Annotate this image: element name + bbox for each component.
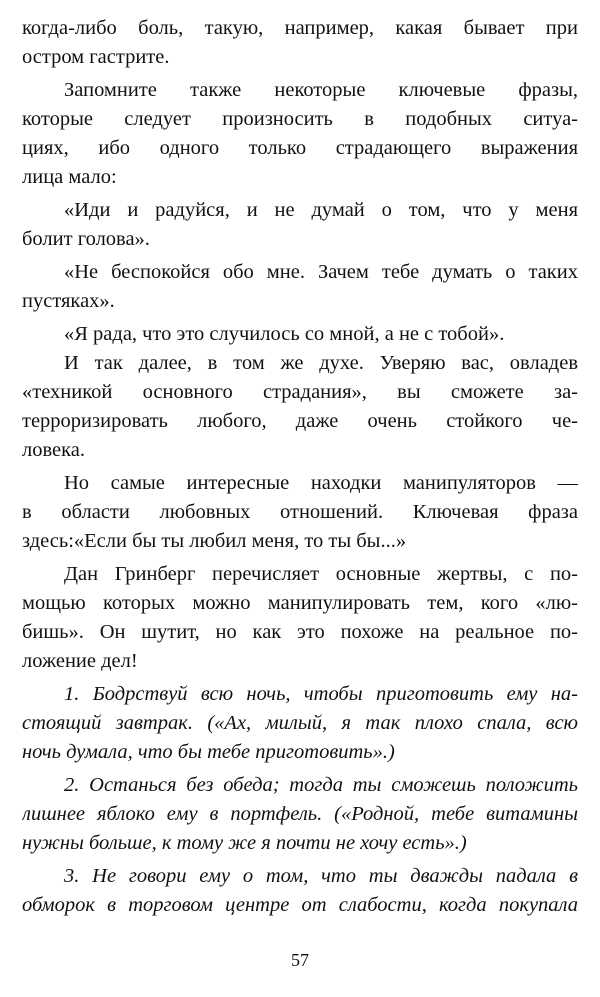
page-body bbox=[22, 14, 578, 920]
text-line: терроризировать любого, даже очень стойкого че- bbox=[22, 410, 578, 432]
text-line: которые следует произносить в подобных ситуа- bbox=[22, 108, 578, 130]
text-line: когда-либо боль, такую, например, какая бывает при bbox=[22, 17, 578, 39]
list-item-line: 3. Не говори ему о том, что ты дважды падала в bbox=[64, 865, 578, 887]
text-line: циях, ибо одного только страдающего выражения bbox=[22, 137, 578, 159]
text-line: Запомните также некоторые ключевые фразы, bbox=[64, 79, 578, 101]
text-line: лица мало: bbox=[22, 166, 117, 188]
list-item-line: ночь думала, что бы тебе приготовить».) bbox=[22, 741, 395, 763]
text-line: «Я рада, что это случилось со мной, а не с тобой». bbox=[64, 323, 505, 345]
text-line: И так далее, в том же духе. Уверяю вас, овладев bbox=[64, 352, 578, 374]
text-line: «Иди и радуйся, и не думай о том, что у меня bbox=[64, 199, 578, 221]
text-line: бишь». Он шутит, но как это похоже на реальное по- bbox=[22, 621, 578, 643]
text-line: «Не беспокойся обо мне. Зачем тебе думать о таких bbox=[64, 261, 578, 283]
text-line: Дан Гринберг перечисляет основные жертвы, с по- bbox=[64, 563, 578, 585]
list-item-line: нужны больше, к тому же я почти не хочу есть».) bbox=[22, 832, 467, 854]
text-line: ловека. bbox=[22, 439, 86, 461]
text-line: ложение дел! bbox=[22, 650, 138, 672]
list-item-line: стоящий завтрак. («Ах, милый, я так плохо спала, всю bbox=[22, 712, 578, 734]
text-line: «техникой основного страдания», вы сможете за- bbox=[22, 381, 578, 403]
text-line: здесь:«Если бы ты любил меня, то ты бы...» bbox=[22, 530, 407, 552]
text-line: мощью которых можно манипулировать тем, кого «лю- bbox=[22, 592, 578, 614]
text-line: пустяках». bbox=[22, 290, 115, 312]
text-line: в области любовных отношений. Ключевая фраза bbox=[22, 501, 578, 523]
list-item-line: 1. Бодрствуй всю ночь, чтобы приготовить ему на- bbox=[64, 683, 578, 705]
text-line: остром гастрите. bbox=[22, 46, 170, 68]
page-number: 57 bbox=[291, 950, 309, 970]
text-line: болит голова». bbox=[22, 228, 150, 250]
list-item-line: лишнее яблоко ему в портфель. («Родной, тебе витамины bbox=[22, 803, 578, 825]
list-item-line: 2. Останься без обеда; тогда ты сможешь положить bbox=[64, 774, 578, 796]
list-item-line: обморок в торговом центре от слабости, когда покупала bbox=[22, 894, 578, 916]
text-line: Но самые интересные находки манипуляторов — bbox=[64, 472, 578, 494]
